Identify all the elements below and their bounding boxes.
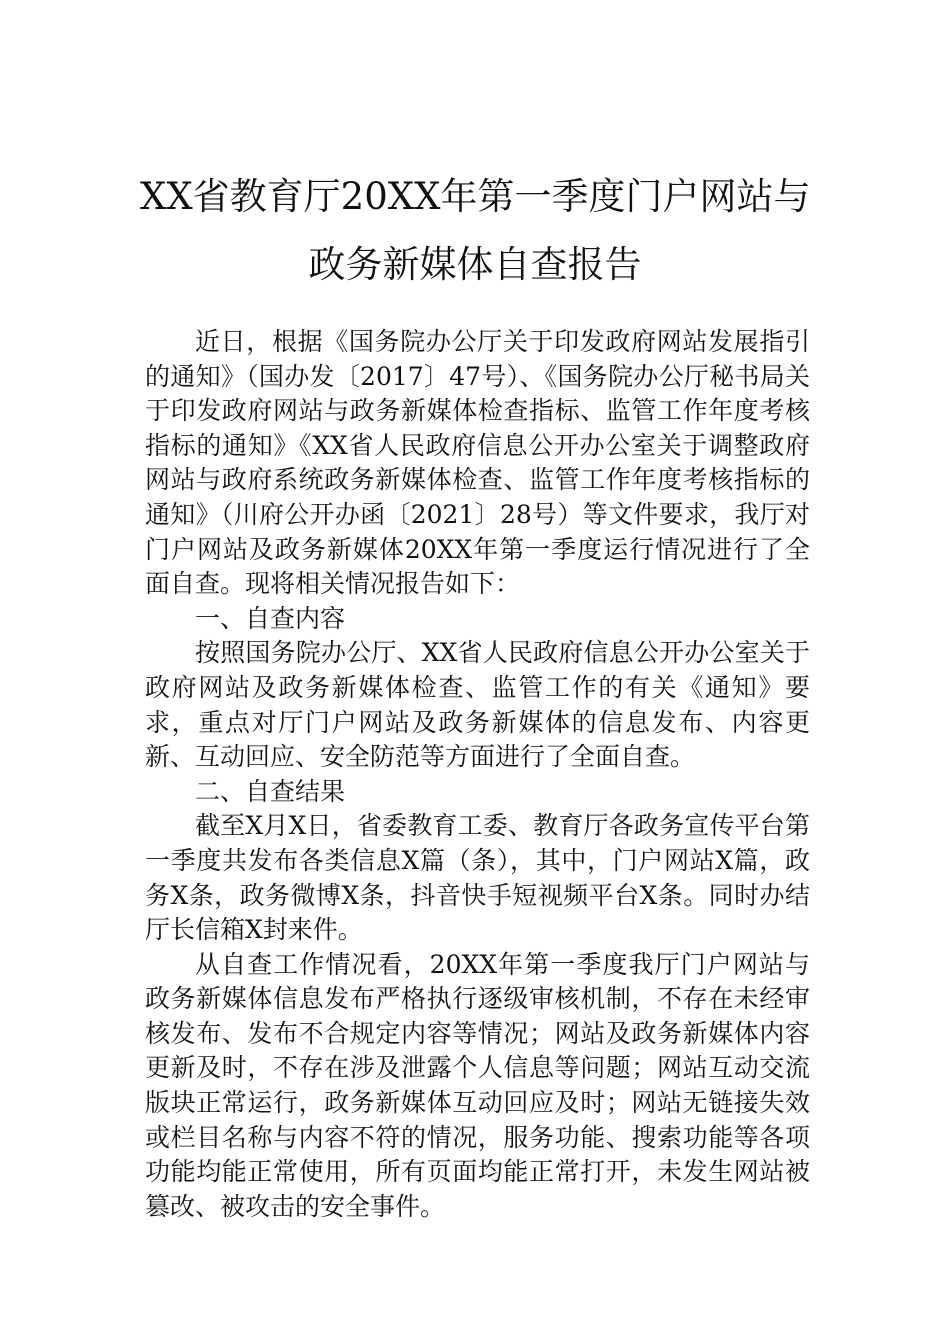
document-title-line-1: XX省教育厅20XX年第一季度门户网站与 — [140, 175, 811, 218]
section-2-paragraph-2: 从自查工作情况看，20XX年第一季度我厅门户网站与政务新媒体信息发布严格执行逐级审核机制，不存在未经审核发布、发布不合规定内容等情况；网站及政务新媒体内容更新及时，不存在涉及泄露个人信息等问题；网站互动交流版块正常运行，政务新媒体互动回应及时；网站无链接失效或栏目名称与内容不符的情况，服务功能、搜索功能等各项功能均能正常使用，所有页面均能正常打开，未发生网站被篡改、被攻击的安全事件。 — [145, 949, 810, 1221]
section-1-paragraph: 按照国务院办公厅、XX省人民政府信息公开办公室关于政府网站及政务新媒体检查、监管工作的有关《通知》要求，重点对厅门户网站及政务新媒体的信息发布、内容更新、互动回应、安全防范等方面进行了全面自查。 — [145, 638, 810, 772]
intro-paragraph: 近日，根据《国务院办公厅关于印发政府网站发展指引的通知》（国办发〔2017〕47号）、《国务院办公厅秘书局关于印发政府网站与政务新媒体检查指标、监管工作年度考核指标的通知》《XX省人民政府信息公开办公室关于调整政府网站与政府系统政务新媒体检查、监管工作年度考核指标的通知》（川府公开办函〔2021〕28号）等文件要求，我厅对门户网站及政务新媒体20XX年第一季度运行情况进行了全面自查。现将相关情况报告如下： — [145, 327, 810, 599]
section-2-heading: 二、自查结果 — [195, 776, 346, 806]
section-1-heading: 一、自查内容 — [195, 603, 346, 633]
document-title-line-2: 政务新媒体自查报告 — [308, 243, 642, 286]
document-body — [145, 325, 810, 1224]
section-2-paragraph-1: 截至X月X日，省委教育工委、教育厅各政务宣传平台第一季度共发布各类信息X篇（条），其中，门户网站X篇，政务X条，政务微博X条，抖音快手短视频平台X条。同时办结厅长信箱X封来件。 — [145, 811, 810, 945]
